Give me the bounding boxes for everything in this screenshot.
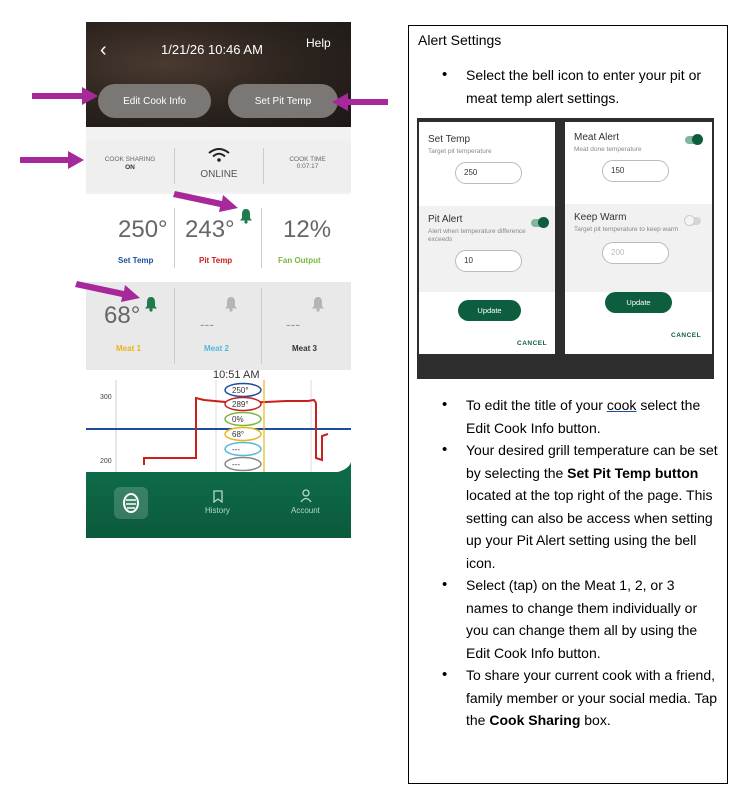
bullet3-bold: Set Pit Temp button [567,464,699,481]
bullet5-text-a: To share your current cook with a friend, family member or your social media. Tap the [466,667,718,728]
chart-tick-300: 300 [100,394,112,401]
list-item [409,439,729,574]
list-item [409,394,729,439]
arrow-to-meat1-bell [74,276,142,304]
pit-alert-section [419,206,555,292]
keep-warm-subtitle: Target pit temperature to keep warm [574,226,679,233]
back-arrow-icon[interactable]: ‹ [100,39,107,61]
meat-alert-title: Meat Alert [574,132,620,143]
bullet2-text-a: To edit the title of your [466,397,607,413]
status-row [86,140,351,192]
meat3-alert-bell-icon[interactable] [311,296,325,312]
set-temp-input[interactable]: 250 [455,162,522,184]
bullet-list-bottom [409,394,729,732]
divider [174,288,175,364]
bullet5-text-b: box. [580,712,611,728]
list-item [409,64,729,109]
bullet5-bold: Cook Sharing [489,712,581,728]
bookmark-icon[interactable] [212,490,224,503]
keep-warm-input[interactable]: 200 [602,242,669,264]
fan-output-value: 12% [283,216,332,243]
set-pit-temp-button[interactable]: Set Pit Temp [228,84,338,118]
meat2-temp-value: --- [200,316,214,332]
cook-sharing-label: COOK SHARING [104,156,156,163]
cook-sharing-value: ON [125,164,135,171]
arrow-to-set-pit-temp [330,92,390,112]
pit-alert-title: Pit Alert [428,214,463,225]
divider [261,208,262,268]
pit-temp-label[interactable]: Pit Temp [199,256,233,265]
meat1-alert-bell-icon[interactable] [144,296,158,312]
bullet-list-top [409,64,729,109]
update-button[interactable]: Update [605,292,672,313]
meat1-temp-value: 68° [104,302,141,329]
cook-time-label: COOK TIME [289,156,326,163]
keep-warm-toggle[interactable] [685,217,701,225]
set-temp-label[interactable]: Set Temp [118,256,154,265]
bullet4-text: Select (tap) on the Meat 1, 2, or 3 names to change them individually or you can change them all by using the Edit Cook Info button. [466,577,698,661]
tooltip-meat1-text: 68° [232,430,245,439]
pit-alert-toggle[interactable] [531,219,547,227]
set-temp-title: Set Temp [428,134,471,145]
chart-tick-200: 200 [100,458,112,465]
edit-cook-info-button[interactable]: Edit Cook Info [98,84,211,118]
fan-output-label: Fan Output [278,256,321,265]
cancel-button[interactable]: CANCEL [517,340,548,347]
list-item [409,664,729,732]
meat2-alert-bell-icon[interactable] [224,296,238,312]
bullet3-text-b: located at the top right of the page. This setting can also be access when setting up your Pit Alert setting using the bell icon. [466,487,713,571]
keep-warm-section [565,204,712,292]
keep-warm-title: Keep Warm [574,212,627,223]
set-temp-subtitle: Target pit temperature [428,148,492,155]
bullet1-text: Select the bell icon to enter your pit or meat temp alert settings. [466,67,702,106]
tooltip-fan-text: 0% [232,415,244,424]
meat-alert-panel [565,122,712,354]
online-status [175,140,263,192]
arrow-to-cook-sharing [18,150,86,170]
meat1-label[interactable]: Meat 1 [116,344,141,353]
meat2-label[interactable]: Meat 2 [204,344,229,353]
pit-alert-subtitle: Alert when temperature difference exceeds [428,228,526,243]
divider [174,208,175,268]
pit-temp-value: 243° [185,216,235,243]
pit-alert-input[interactable]: 10 [455,250,522,272]
bullet3-text-a: Your desired grill temperature can be set by selecting the [466,442,718,481]
wifi-icon [208,148,230,162]
cook-word: cook [606,397,637,413]
alert-settings-screenshot [417,118,714,379]
tooltip-pit-temp-text: 289° [232,400,249,409]
pit-alert-bell-icon[interactable] [239,208,253,224]
bullet2-text-b: select the Edit Cook Info button. [466,397,701,436]
nav-history-label[interactable]: History [205,506,230,515]
cook-time-value: 0:07:17 [296,163,319,170]
tooltip-set-temp-text: 250° [232,386,249,395]
tooltip-meat2 [225,443,261,456]
meat-alert-toggle[interactable] [685,136,701,144]
meat-alert-input[interactable]: 150 [602,160,669,182]
grill-logo-icon [114,487,148,519]
set-temp-value: 250° [118,216,168,243]
meat3-label[interactable]: Meat 3 [292,344,317,353]
help-link[interactable]: Help [306,36,331,50]
person-icon[interactable] [300,489,312,503]
online-label: ONLINE [200,169,238,180]
divider [261,288,262,364]
nav-home-button[interactable] [114,487,148,519]
cook-time-box [264,140,351,192]
alert-settings-title: Alert Settings [418,32,502,48]
update-button[interactable]: Update [458,300,521,321]
pit-alert-panel [419,122,555,354]
tooltip-meat3-text: --- [232,460,240,469]
cancel-button[interactable]: CANCEL [671,332,702,339]
tooltip-meat2-text: --- [232,445,240,454]
cook-sharing-box[interactable] [86,140,174,192]
list-item [409,574,729,664]
phone-header [86,22,351,127]
nav-account-label[interactable]: Account [291,506,320,515]
chart-cursor-time: 10:51 AM [213,370,260,381]
arrow-to-edit-cook-info [30,86,100,106]
arrow-to-pit-bell [172,186,240,214]
cook-datetime: 1/21/26 10:46 AM [161,42,263,57]
meat3-temp-value: --- [286,316,300,332]
meat-alert-subtitle: Meat done temperature [574,146,642,153]
